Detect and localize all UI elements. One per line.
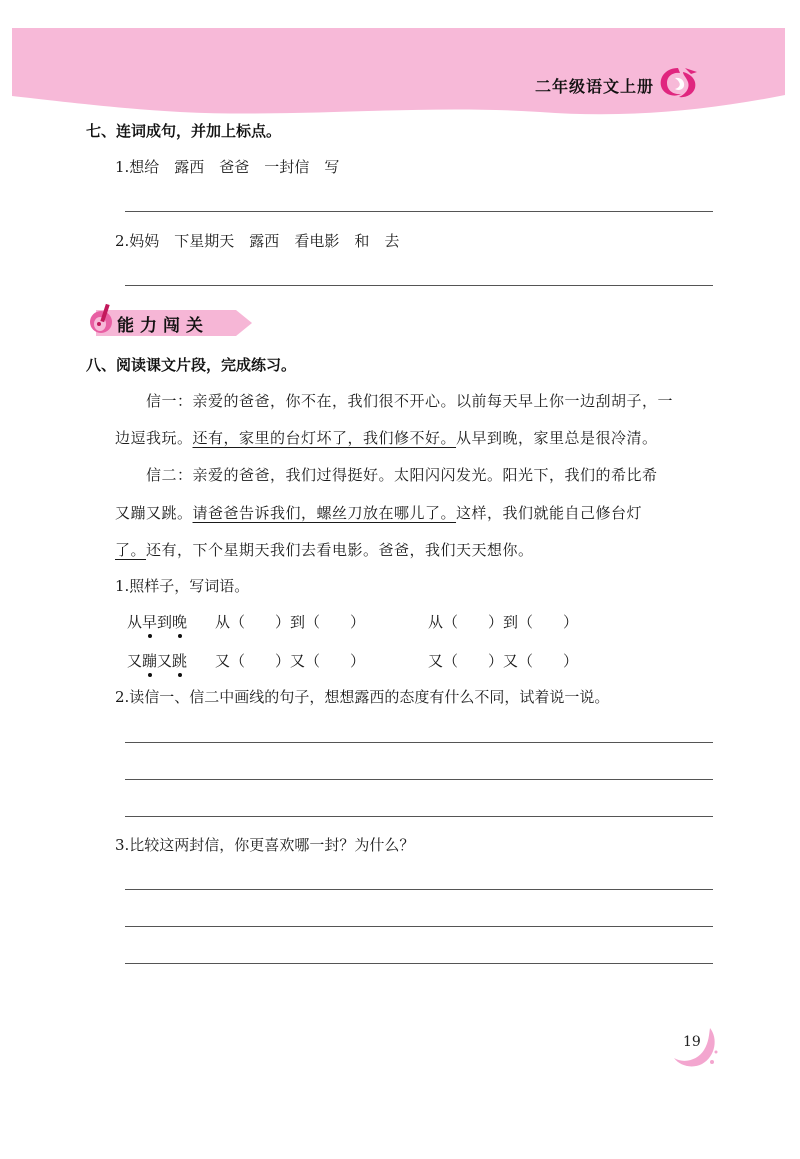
example-word-1: 从早到晚 <box>127 613 188 631</box>
letter1-line2: 边逗我玩。还有，家里的台灯坏了，我们修不好。从早到晚，家里总是很冷清。 <box>115 429 658 447</box>
letter2-line1: 信二：亲爱的爸爸，我们过得挺好。太阳闪闪发光。阳光下，我们的希比希 <box>146 466 658 484</box>
guitar-icon <box>88 302 116 336</box>
section8-title: 八、阅读课文片段，完成练习。 <box>86 356 297 374</box>
letter1-line1: 信一：亲爱的爸爸，你不在，我们很不开心。以前每天早上你一边刮胡子，一 <box>146 392 674 410</box>
underlined-sentence: 还有，家里的台灯坏了，我们修不好。 <box>192 429 457 447</box>
underlined-sentence: 请爸爸告诉我们，螺丝刀放在哪儿了。 <box>192 504 457 522</box>
answer-line[interactable] <box>125 963 713 964</box>
answer-line[interactable] <box>125 742 713 743</box>
letter2-line2: 又蹦又跳。请爸爸告诉我们，螺丝刀放在哪儿了。这样，我们就能自己修台灯 <box>115 504 643 522</box>
section7-title: 七、连词成句，并加上标点。 <box>86 122 282 140</box>
underlined-sentence: 了。 <box>115 541 147 559</box>
word-blank[interactable]: 又（ ）又（ ） <box>428 652 579 670</box>
section8-q3: 3.比较这两封信，你更喜欢哪一封？为什么？ <box>115 836 415 854</box>
page-number: 19 <box>683 1034 701 1050</box>
word-blank[interactable]: 从（ ）到（ ） <box>215 613 366 631</box>
section8-q1: 1.照样子，写词语。 <box>115 577 250 595</box>
section7-q2: 2.妈妈 下星期天 露西 看电影 和 去 <box>115 232 400 250</box>
word-blank[interactable]: 从（ ）到（ ） <box>428 613 579 631</box>
answer-line[interactable] <box>125 889 713 890</box>
header-title: 二年级语文上册 <box>535 77 655 96</box>
section8-q2: 2.读信一、信二中画线的句子，想想露西的态度有什么不同，试着说一说。 <box>115 688 610 706</box>
answer-line[interactable] <box>125 211 713 212</box>
letter2-line3: 了。还有，下个星期天我们去看电影。爸爸，我们天天想你。 <box>115 541 534 559</box>
answer-line[interactable] <box>125 926 713 927</box>
section7-q1: 1.想给 露西 爸爸 一封信 写 <box>115 158 340 176</box>
ability-label: 能力闯关 <box>117 316 209 336</box>
answer-line[interactable] <box>125 779 713 780</box>
swirl-logo-icon <box>655 64 701 100</box>
answer-line[interactable] <box>125 285 713 286</box>
word-blank[interactable]: 又（ ）又（ ） <box>215 652 366 670</box>
example-word-2: 又蹦又跳 <box>127 652 188 670</box>
answer-line[interactable] <box>125 816 713 817</box>
